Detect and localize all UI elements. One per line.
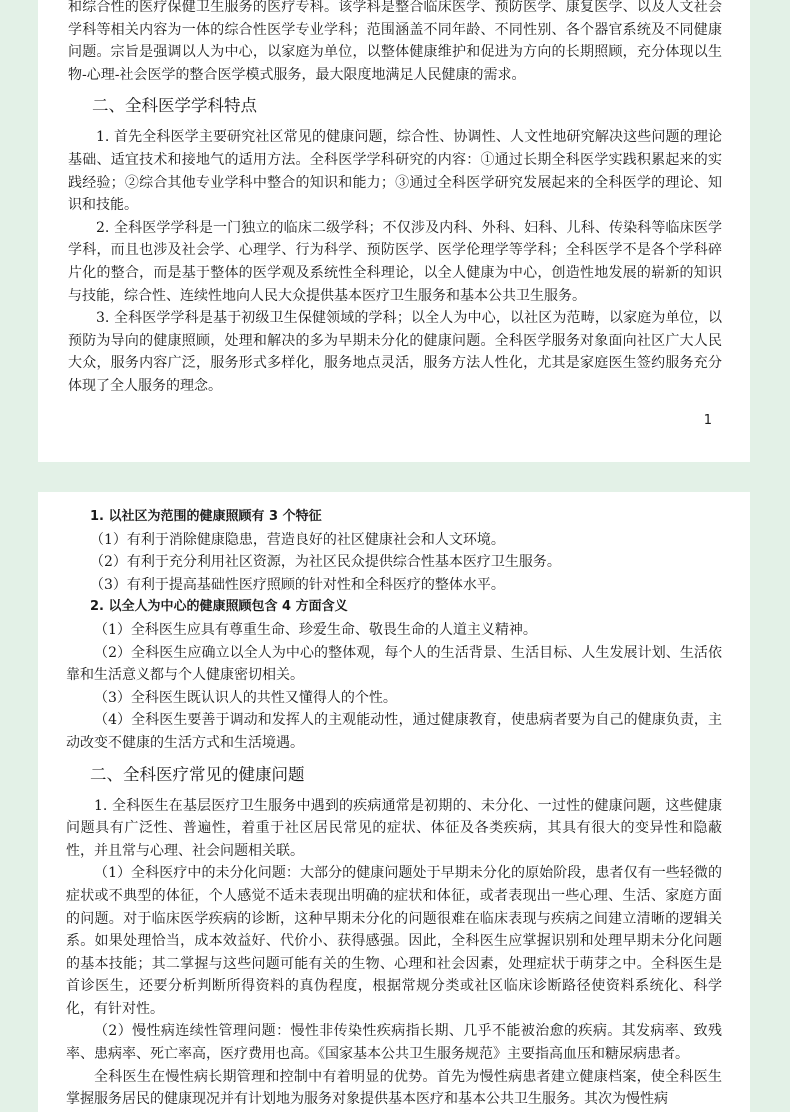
document-page-1	[38, 0, 750, 462]
paragraph-problems-1: 1. 全科医生在基层医疗卫生服务中遇到的疾病通常是初期的、未分化、一过性的健康问题，这些健康问题具有广泛性、普遍性，着重于社区居民常见的症状、体征及各类疾病，其具有很大的变异性和隐蔽性，并且常与心理、社会问题相关联。	[66, 797, 722, 859]
paragraph-feature-2: 2. 全科医学学科是一门独立的临床二级学科；不仅涉及内科、外科、妇科、儿科、传染科等临床医学学科，而且也涉及社会学、心理学、行为科学、预防医学、医学伦理学等学科；全科医学不是各个学科碎片化的整合，而是基于整体的医学观及系统性全科理论，以全人健康为中心，创造性地发展的崭新的知识与技能，综合性、连续性地向人民大众提供基本医疗卫生服务和基本公共卫生服务。	[68, 219, 722, 304]
page-number: 1	[703, 413, 712, 428]
list-item: （2）有利于充分利用社区资源，为社区民众提供综合性基本医疗卫生服务。	[90, 554, 561, 571]
paragraph-feature-3: 3. 全科医学学科是基于初级卫生保健领域的学科；以全人为中心，以社区为范畴，以家庭为单位，以预防为导向的健康照顾，处理和解决的多为早期未分化的健康问题。全科医学服务对象面向社区广大人民大众，服务内容广泛，服务形式多样化，服务地点灵活，服务方法人性化，尤其是家庭医生签约服务充分体现了全人服务的理念。	[68, 310, 722, 394]
paragraph-feature-1: 1. 首先全科医学主要研究社区常见的健康问题，综合性、协调性、人文性地研究解决这些问题的理论基础、适宜技术和接地气的适用方法。全科医学学科研究的内容：①通过长期全科医学实践积累起来的实践经验；②综合其他专业学科中整合的知识和能力；③通过全科医学研究发展起来的全科医学的理论、知识和技能。	[68, 129, 722, 214]
list-item: （4）全科医生要善于调动和发挥人的主观能动性，通过健康教育，使患病者要为自己的健康负责，主动改变不健康的生活方式和生活境遇。	[66, 712, 722, 751]
subheading-community-care: 1. 以社区为范围的健康照顾有 3 个特征	[90, 509, 322, 524]
paragraph-undifferentiated: （1）全科医疗中的未分化问题：大部分的健康问题处于早期未分化的原始阶段，患者仅有一些轻微的症状或不典型的体征，个人感觉不适未表现出明确的症状和体征，或者表现出一些心理、生活、家庭方面的问题。对于临床医学疾病的诊断，这种早期未分化的问题很难在临床表现与疾病之间建立清晰的逻辑关系。如果处理恰当，成本效益好、代价小、获得感强。因此，全科医生应掌握识别和处理早期未分化问题的基本技能；其二掌握与这些问题可能有关的生物、心理和社会因素，处理症状于萌芽之中。全科医生是首诊医生，还要分析判断所得资料的真伪程度，根据常规分类或社区临床诊断路径使资料系统化、科学化，有针对性。	[66, 865, 722, 1017]
list-item: （3）有利于提高基础性医疗照顾的针对性和全科医疗的整体水平。	[90, 576, 505, 593]
list-item: （1）有利于消除健康隐患，营造良好的社区健康社会和人文环境。	[90, 531, 505, 548]
list-item: （1）全科医生应具有尊重生命、珍爱生命、敬畏生命的人道主义精神。	[94, 621, 537, 638]
document-page-2	[38, 492, 750, 1112]
list-item: （3）全科医生既认识人的共性又懂得人的个性。	[94, 689, 397, 706]
section-heading-common-health-problems: 二、全科医疗常见的健康问题	[90, 764, 305, 784]
section-heading-discipline-features: 二、全科医学学科特点	[92, 96, 257, 116]
subheading-person-centered-care: 2. 以全人为中心的健康照顾包含 4 方面含义	[90, 599, 348, 615]
list-item: （2）全科医生应确立以全人为中心的整体观，每个人的生活背景、生活目标、人生发展计划、生活依靠和生活意义都与个人健康密切相关。	[66, 644, 722, 684]
paragraph-chronic-disease: （2）慢性病连续性管理问题：慢性非传染性疾病指长期、几乎不能被治愈的疾病。其发病率、致残率、患病率、死亡率高，医疗费用也高。《国家基本公共卫生服务规范》主要指高血压和糖尿病患者。	[66, 1023, 722, 1063]
intro-paragraph: 和综合性的医疗保健卫生服务的医疗专科。该学科是整合临床医学、预防医学、康复医学、以及人文社会学科等相关内容为一体的综合性医学专业学科；范围涵盖不同年龄、不同性别、各个器官系统及不同健康问题。宗旨是强调以人为中心，以家庭为单位，以整体健康维护和促进为方向的长期照顾，充分体现以生物-心理-社会医学的整合医学模式服务，最大限度地满足人民健康的需求。	[68, 0, 722, 83]
paragraph-chronic-management: 全科医生在慢性病长期管理和控制中有着明显的优势。首先为慢性病患者建立健康档案，使全科医生掌握服务居民的健康现况并有计划地为服务对象提供基本医疗和基本公共卫生服务。其次为慢性病	[66, 1068, 722, 1108]
